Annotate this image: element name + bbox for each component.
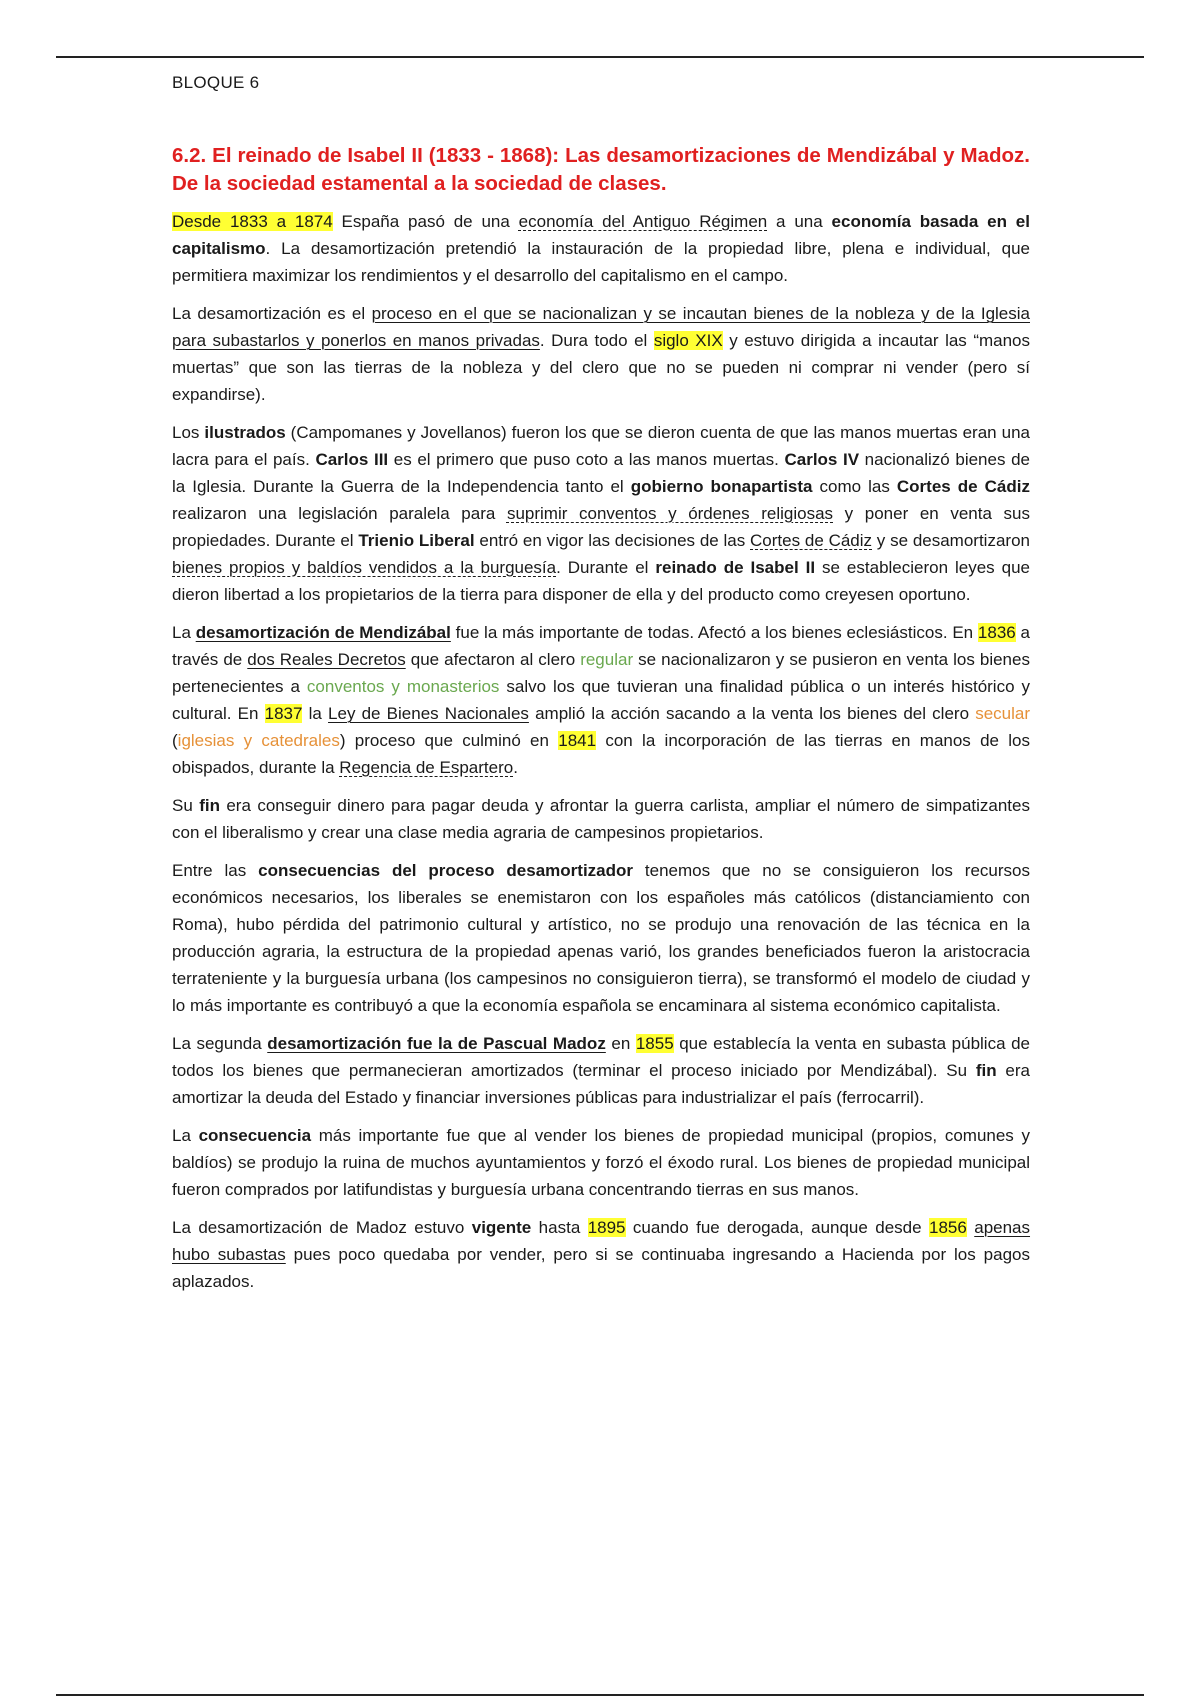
paragraph-2: La desamortización es el proceso en el que se nacionalizan y se incautan bienes de la nobleza y de la Iglesia para subastarlos y ponerlos en manos privadas. Dura todo el siglo XIX y estuvo dirigida a incautar las “manos muertas” que son las tierras de la nobleza y del clero que no se pueden ni comprar ni vender (pero sí expandirse).: [172, 304, 1031, 404]
header-label: BLOQUE 6: [172, 73, 260, 92]
paragraph-7: La segunda desamortización fue la de Pascual Madoz en 1855 que establecía la venta en subasta pública de todos los bienes que permanecieran amortizados (terminar el proceso iniciado por Mendizábal). Su fin era amortizar la deuda del Estado y financiar inversiones públicas para industrializar el país (ferrocarril).: [172, 1034, 1030, 1107]
paragraph-3: Los ilustrados (Campomanes y Jovellanos) fueron los que se dieron cuenta de que las manos muertas eran una lacra para el país. Carlos III es el primero que puso coto a las manos muertas. Carlos IV nacionalizó bienes de la Iglesia. Durante la Guerra de la Independencia tanto el gobierno bonapartista como las Cortes de Cádiz realizaron una legislación paralela para suprimir conventos y órdenes religiosas y poner en venta sus propiedades. Durante el Trienio Liberal entró en vigor las decisiones de las Cortes de Cádiz y se desamortizaron bienes propios y baldíos vendidos a la burguesía. Durante el reinado de Isabel II se establecieron leyes que dieron libertad a los propietarios de la tierra para disponer de ella y del producto como creyesen oportuno.: [172, 423, 1030, 604]
paragraph-1: Desde 1833 a 1874 España pasó de una economía del Antiguo Régimen a una economía basada en el capitalismo. La desamortización pretendió la instauración de la propiedad libre, plena e individual, que permitiera maximizar los rendimientos y el desarrollo del capitalismo en el campo.: [172, 212, 1030, 285]
paragraph-5: Su fin era conseguir dinero para pagar deuda y afrontar la guerra carlista, ampliar el número de simpatizantes con el liberalismo y crear una clase media agraria de campesinos propietarios.: [172, 796, 1030, 842]
document-body: [172, 142, 1030, 1306]
section-title: 6.2. El reinado de Isabel II (1833 - 1868): Las desamortizaciones de Mendizábal y Madoz. De la sociedad estamental a la sociedad de clases.: [172, 144, 1030, 195]
paragraph-6: Entre las consecuencias del proceso desamortizador tenemos que no se consiguieron los recursos económicos necesarios, los liberales se enemistaron con los españoles más católicos (distanciamiento con Roma), hubo pérdida del patrimonio cultural y artístico, no se produjo una renovación de las técnica en la producción agraria, la estructura de la propiedad apenas varió, los grandes beneficiados fueron la aristocracia terrateniente y la burguesía urbana (los campesinos no consiguieron tierra), se transformó el modelo de ciudad y lo más importante es contribuyó a que la economía española se encaminara al sistema económico capitalista.: [172, 861, 1030, 1015]
top-rule: [56, 56, 1144, 58]
bottom-rule: [56, 1694, 1144, 1696]
paragraph-9: La desamortización de Madoz estuvo vigente hasta 1895 cuando fue derogada, aunque desde 1856 apenas hubo subastas pues poco quedaba por vender, pero si se continuaba ingresando a Hacienda por los pagos aplazados.: [172, 1218, 1031, 1291]
paragraph-8: La consecuencia más importante fue que al vender los bienes de propiedad municipal (propios, comunes y baldíos) se produjo la ruina de muchos ayuntamientos y forzó el éxodo rural. Los bienes de propiedad municipal fueron comprados por latifundistas y burguesía urbana concentrando tierras en sus manos.: [172, 1126, 1030, 1199]
paragraph-4: La desamortización de Mendizábal fue la más importante de todas. Afectó a los bienes eclesiásticos. En 1836 a través de dos Reales Decretos que afectaron al clero regular se nacionalizaron y se pusieron en venta los bienes pertenecientes a conventos y monasterios salvo los que tuvieran una finalidad pública o un interés histórico y cultural. En 1837 la Ley de Bienes Nacionales amplió la acción sacando a la venta los bienes del clero secular (iglesias y catedrales) proceso que culminó en 1841 con la incorporación de las tierras en manos de los obispados, durante la Regencia de Espartero.: [172, 623, 1030, 777]
